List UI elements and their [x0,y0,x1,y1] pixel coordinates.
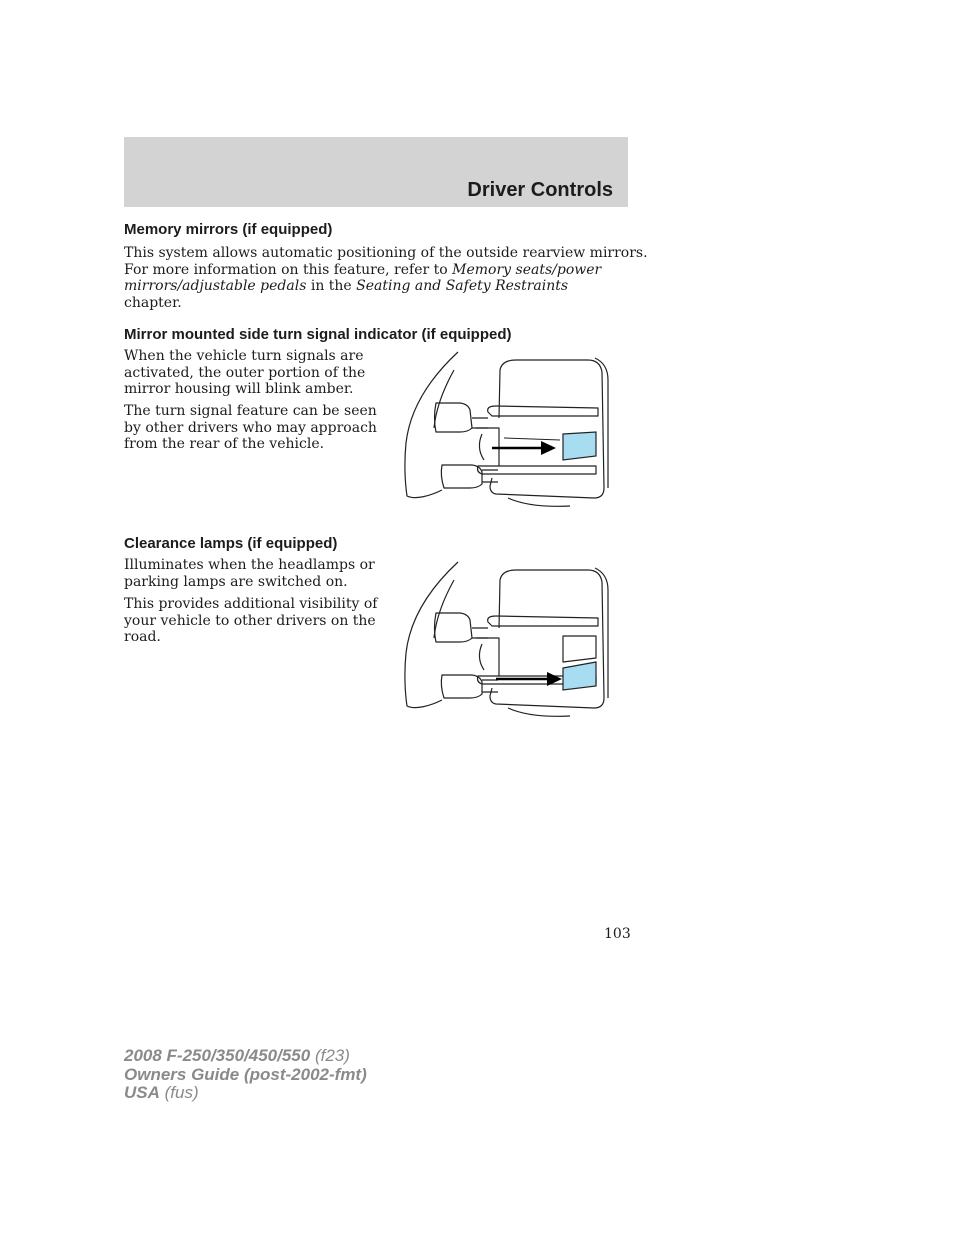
footer-guide: Owners Guide (post-2002-fmt) [124,1064,367,1084]
document-footer: 2008 F-250/350/450/550 (f23) Owners Guide (post-2002-fmt) USA (fus) [124,1046,367,1102]
clearance-lamps-heading: Clearance lamps (if equipped) [124,535,338,552]
chapter-title: Driver Controls [467,179,613,201]
memory-mirrors-heading: Memory mirrors (if equipped) [124,221,333,238]
adjustable-pedals-reference: mirrors/adjustable pedals [124,278,307,294]
clearance-lamps-paragraph-1: Illuminates when the headlamps or parking lamps are switched on. [124,557,375,590]
page-number: 103 [604,926,631,942]
turn-signal-lamp [563,432,596,460]
memory-seats-reference: Memory seats/power [452,261,602,278]
chapter-header-band [124,137,628,207]
clearance-lamps-paragraph-2: This provides additional visibility of your vehicle to other drivers on the road. [124,596,378,645]
clearance-lamp-mirror-illustration [400,558,612,720]
seating-chapter-reference: Seating and Safety Restraints [356,278,569,294]
turn-signal-mirror-illustration [400,348,612,510]
turn-signal-paragraph-1: When the vehicle turn signals are activated, the outer portion of the mirror housing will blink amber. [124,348,366,397]
indicator-arrow-head [541,441,556,455]
memory-mirrors-paragraph: This system allows automatic positioning of the outside rearview mirrors. For more information on this feature, refer to Memory seats/power mirrors/adjustable pedals in the Seating and Safety Restraints chapter. [124,245,648,311]
footer-model: 2008 F-250/350/450/550 [124,1046,311,1065]
clearance-lamp [563,662,596,690]
turn-signal-paragraph-2: The turn signal feature can be seen by other drivers who may approach from the rear of the vehicle. [124,403,377,452]
turn-signal-heading: Mirror mounted side turn signal indicator (if equipped) [124,326,512,343]
footer-region: USA [124,1083,160,1102]
